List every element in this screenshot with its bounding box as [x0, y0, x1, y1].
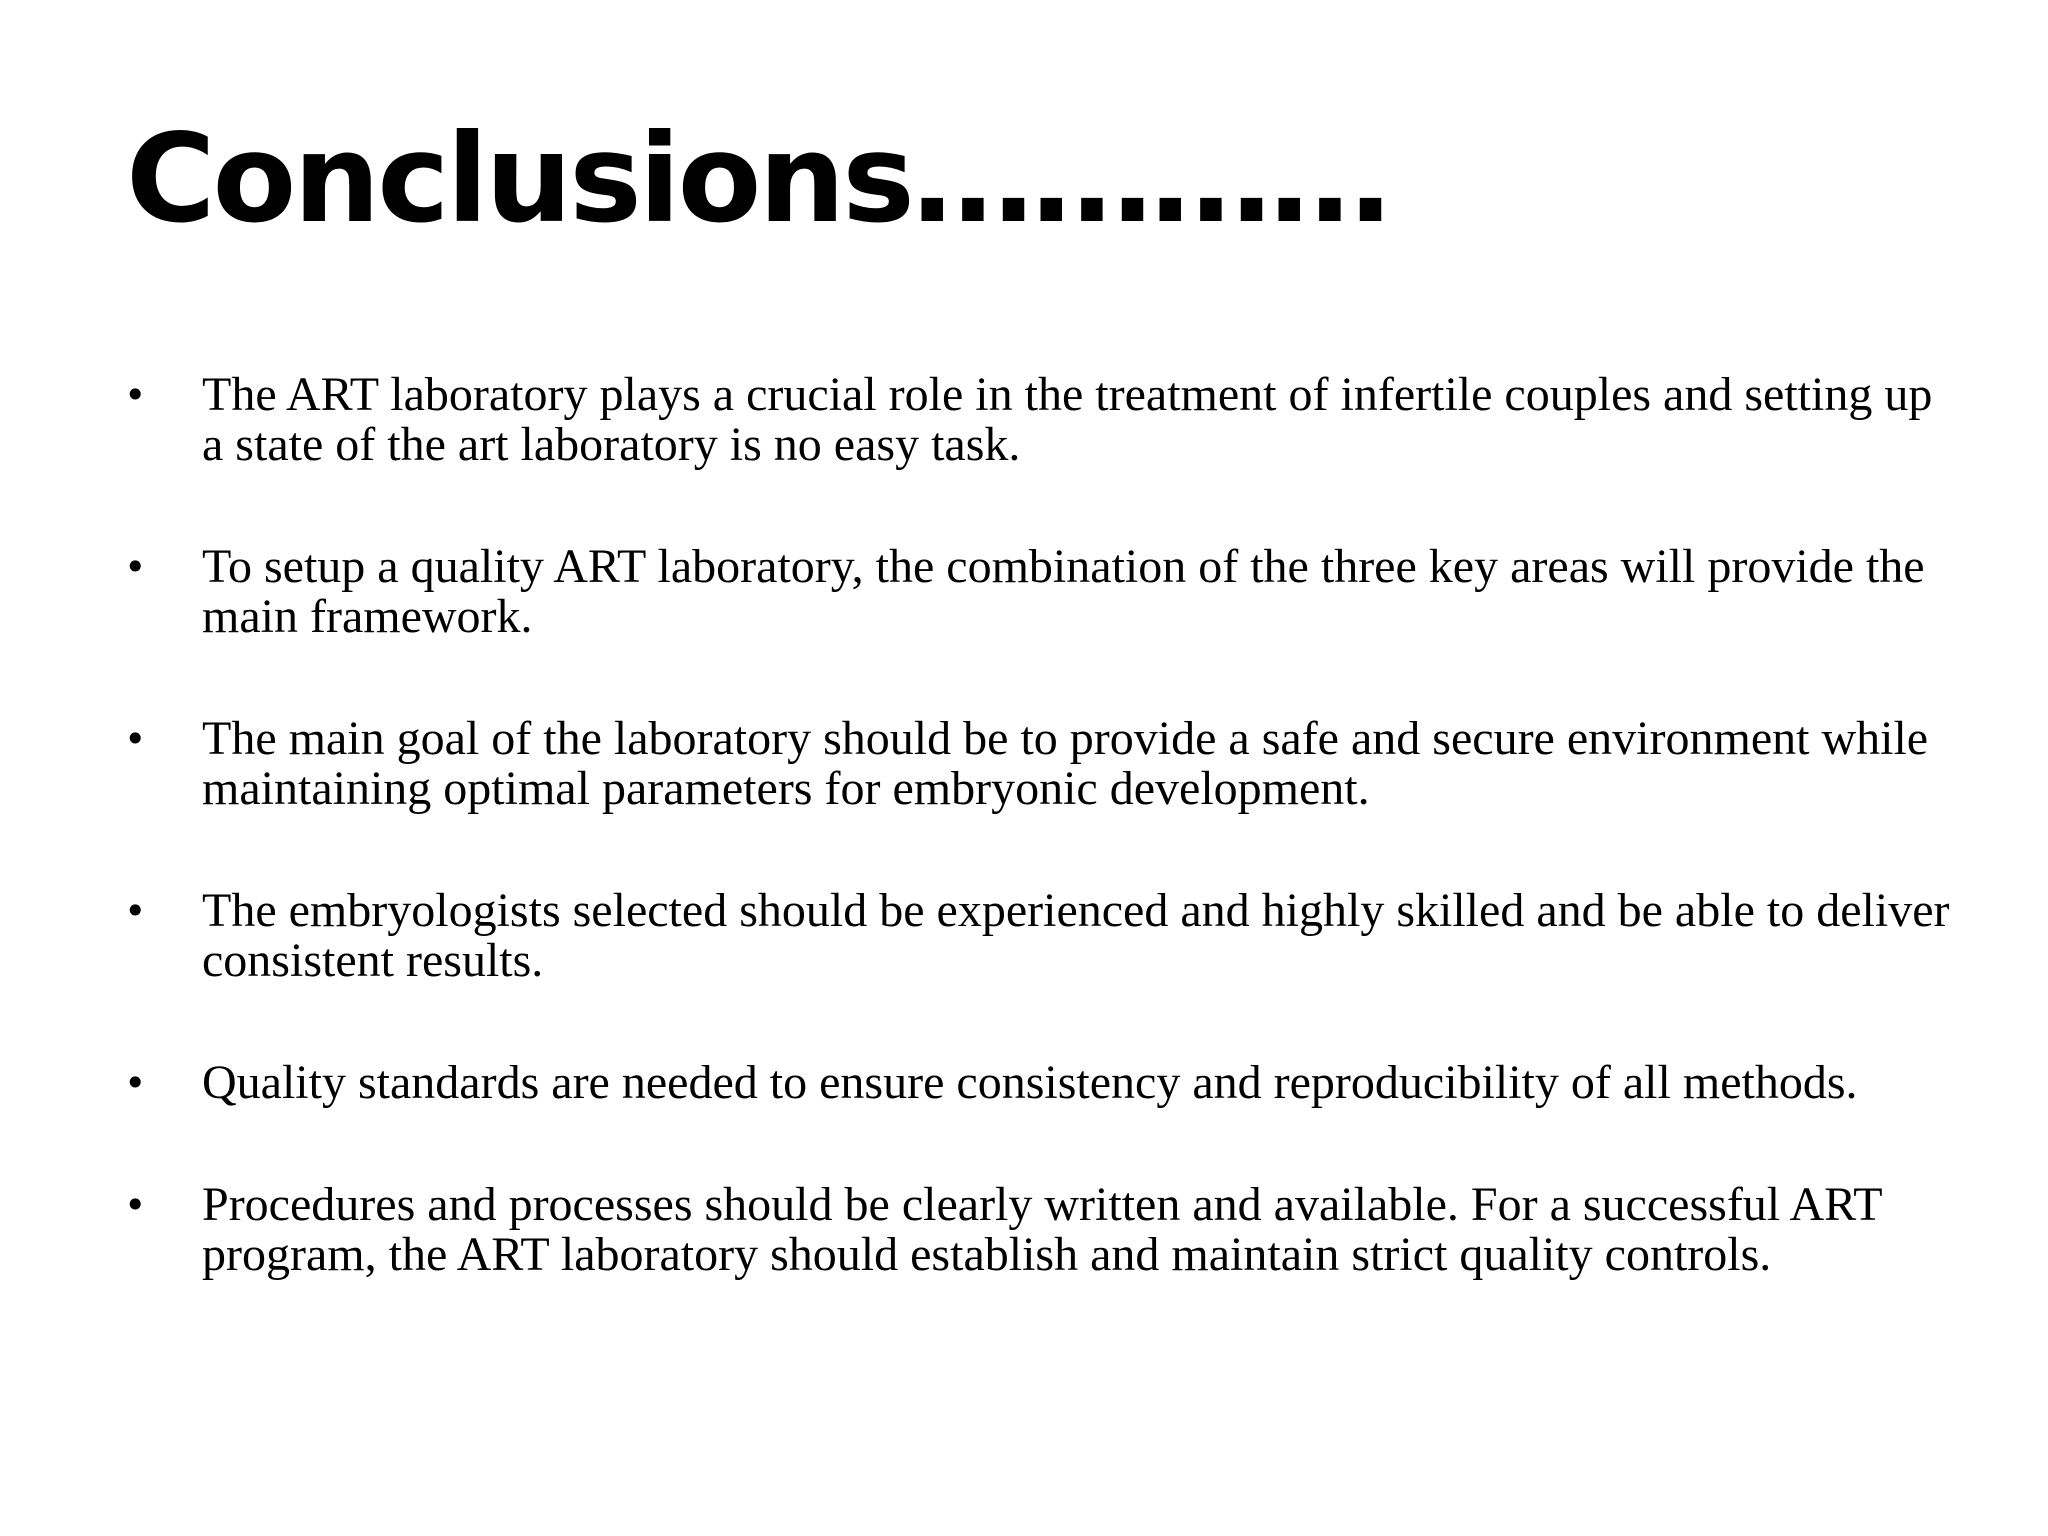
bullet-text: The embryologists selected should be experienced and highly skilled and be able to deliver consistent results. [202, 884, 1950, 987]
bullet-icon: • [124, 717, 147, 761]
bullet-item-6 [124, 1180, 1964, 1280]
bullet-text: The main goal of the laboratory should be to provide a safe and secure environment while maintaining optimal parameters for embryonic development. [202, 712, 1929, 815]
bullet-icon: • [124, 889, 147, 933]
bullet-icon: • [124, 1183, 147, 1227]
bullet-list [124, 370, 1964, 1352]
bullet-text: Procedures and processes should be clearly written and available. For a successful ART program, the ART laboratory should establish and maintain strict quality controls. [202, 1178, 1882, 1281]
bullet-text: The ART laboratory plays a crucial role in the treatment of infertile couples and setting up a state of the art laboratory is no easy task. [202, 368, 1933, 471]
bullet-icon: • [124, 373, 147, 417]
bullet-item-5 [124, 1058, 1964, 1108]
slide-title: Conclusions………… [126, 108, 1388, 250]
bullet-item-2 [124, 542, 1964, 642]
bullet-text: Quality standards are needed to ensure consistency and reproducibility of all methods. [202, 1056, 1858, 1109]
bullet-item-1 [124, 370, 1964, 470]
bullet-text: To setup a quality ART laboratory, the combination of the three key areas will provide the main framework. [202, 540, 1925, 643]
bullet-item-3 [124, 714, 1964, 814]
bullet-item-4 [124, 886, 1964, 986]
bullet-icon: • [124, 1061, 147, 1105]
bullet-icon: • [124, 545, 147, 589]
